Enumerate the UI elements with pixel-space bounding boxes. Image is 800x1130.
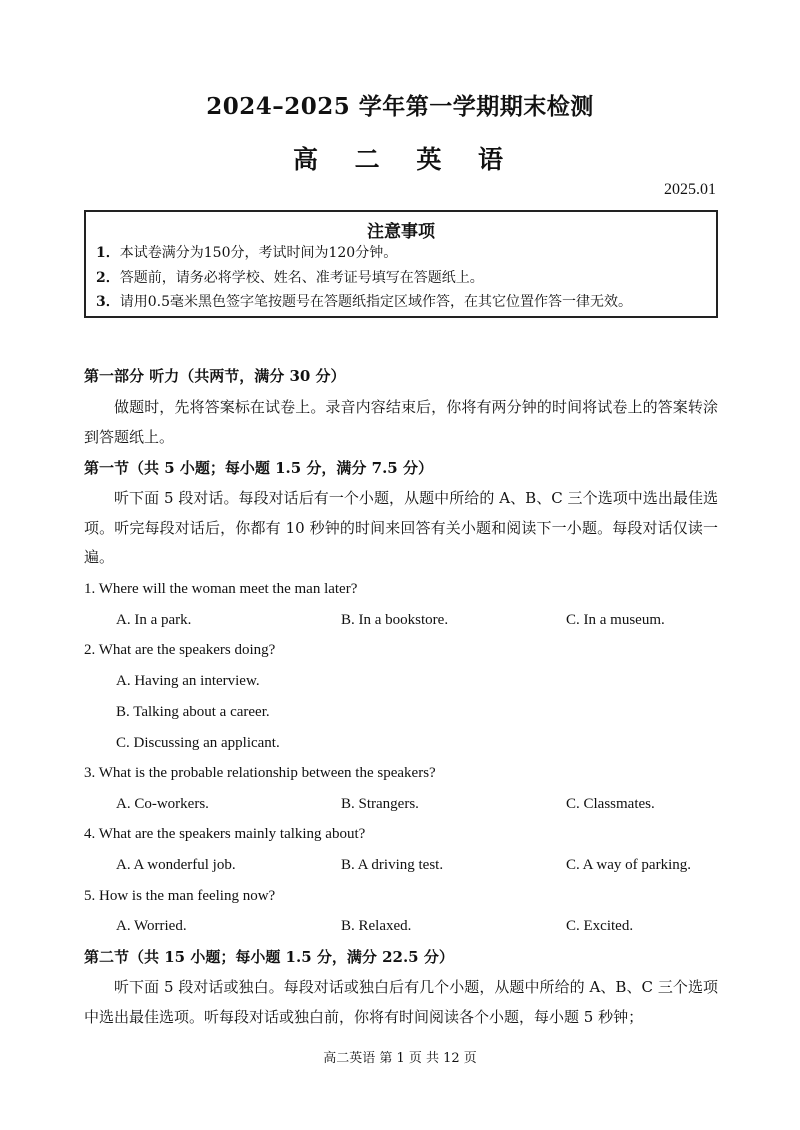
notice-title: 注意事项 [367,222,435,242]
notice-item-number: 2． [96,269,120,286]
option-c[interactable]: C. In a museum. [566,612,665,628]
question-4: 4. What are the speakers mainly talking about? [84,826,366,842]
option-b[interactable]: B. Relaxed. [341,918,412,934]
section1-instructions: 听下面 5 段对话。每段对话后有一个小题，从题中所给的 A、B、C 三个选项中选出最佳选项。听完每段对话后，你都有 10 秒钟的时间来回答有关小题和阅读下一小题。每段对话仅读一遍。 [84,489,718,566]
notice-item-text: 答题前，请务必将学校、姓名、准考证号填写在答题纸上。 [119,269,484,286]
part1-intro: 做题时，先将答案标在试卷上。录音内容结束后，你将有两分钟的时间将试卷上的答案转涂到答题纸上。 [84,398,718,446]
section1-heading: 第一节（共 5 小题；每小题 1.5 分，满分 7.5 分） [84,459,433,477]
question-2: 2. What are the speakers doing? [84,642,276,658]
option-c[interactable]: C. Discussing an applicant. [116,735,280,751]
question-1: 1. Where will the woman meet the man later? [84,581,358,597]
notice-item-text: 请用0.5毫米黑色签字笔按题号在答题纸指定区域作答，在其它位置作答一律无效。 [119,294,633,310]
notice-box [84,210,718,318]
exam-date: 2025.01 [664,181,716,198]
section2-heading: 第二节（共 15 小题；每小题 1.5 分，满分 22.5 分） [84,948,454,966]
option-a[interactable]: A. Co-workers. [116,796,209,812]
option-b[interactable]: B. Talking about a career. [116,704,270,720]
option-a[interactable]: A. Worried. [116,918,187,934]
option-a[interactable]: A. A wonderful job. [116,857,236,873]
option-c[interactable]: C. Classmates. [566,796,655,812]
notice-item-number: 1． [96,245,120,261]
option-a[interactable]: A. In a park. [116,612,192,628]
part1-heading: 第一部分 听力（共两节，满分 30 分） [84,367,346,385]
notice-item [86,266,716,291]
page-footer: 高二英语 第 1 页 共 12 页 [323,1051,477,1066]
subject-title: 高 二 英 语 [292,145,518,174]
notice-item [86,290,716,315]
option-c[interactable]: C. Excited. [566,918,634,934]
notice-item [86,241,716,266]
question-3: 3. What is the probable relationship between the speakers? [84,765,436,781]
question-5: 5. How is the man feeling now? [84,888,276,904]
option-c[interactable]: C. A way of parking. [566,857,691,873]
option-b[interactable]: B. Strangers. [341,796,419,812]
option-a[interactable]: A. Having an interview. [116,673,260,689]
option-b[interactable]: B. A driving test. [341,857,444,873]
option-b[interactable]: B. In a bookstore. [341,612,449,628]
notice-item-number: 3． [96,294,120,310]
page-title: 2024–2025 学年第一学期期末检测 [206,93,594,120]
notice-item-text: 本试卷满分为150分，考试时间为120分钟。 [119,245,398,261]
section2-instructions: 听下面 5 段对话或独白。每段对话或独白后有几个小题，从题中所给的 A、B、C 三个选项中选出最佳选项。听每段对话或独白前，你将有时间阅读各个小题，每小题 5 秒钟； [84,978,718,1026]
